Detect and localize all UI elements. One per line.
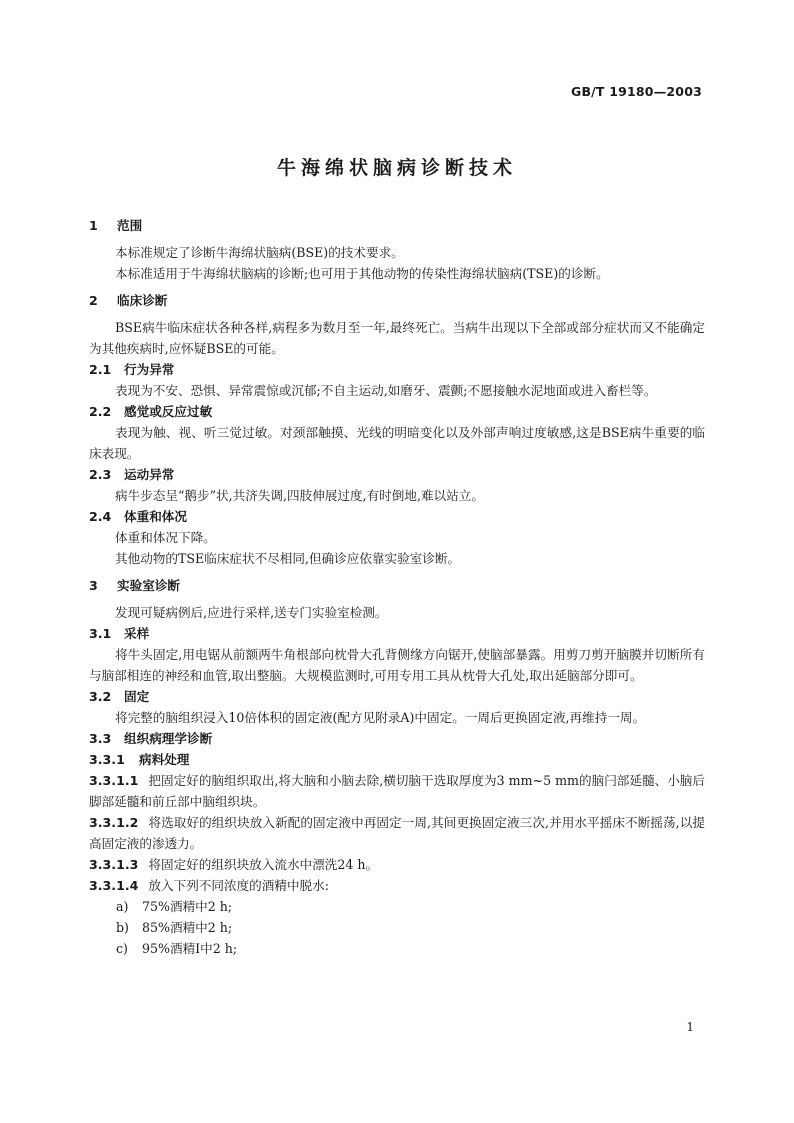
paragraph: 体重和体况下降。 — [115, 530, 216, 545]
document-title: 牛海绵状脑病诊断技术 — [276, 157, 517, 179]
paragraph: BSE病牛临床症状各种各样,病程多为数月至一年,最终死亡。当病牛出现以下全部或部分症状而又不能确定为其他疾病时,应怀疑BSE的可能。 — [89, 320, 705, 356]
section-heading-2: 2 临床诊断 — [89, 293, 168, 308]
paragraph: 表现为触、视、听三觉过敏。对颈部触摸、光线的明暗变化以及外部声响过度敏感,这是BSE病牛重要的临床表现。 — [89, 425, 705, 461]
paragraph: 本标准适用于牛海绵状脑病的诊断;也可用于其他动物的传染性海绵状脑病(TSE)的诊断。 — [115, 266, 609, 281]
subsection-heading-2-2: 2.2 感觉或反应过敏 — [89, 404, 213, 419]
document-body — [89, 215, 705, 959]
subsection-heading-3-3-1: 3.3.1 病料处理 — [89, 752, 190, 767]
paragraph: 病牛步态呈“鹅步”状,共济失调,四肢伸展过度,有时倒地,难以站立。 — [115, 488, 484, 503]
section-heading-1: 1 范围 — [89, 218, 143, 233]
paragraph: 表现为不安、恐惧、异常震惊或沉郁;不自主运动,如磨牙、震颤;不愿接触水泥地面或进入畜栏等。 — [115, 383, 657, 398]
subsection-heading-3-3: 3.3 组织病理学诊断 — [89, 731, 213, 746]
list-item: b) 85%酒精中2 h; — [116, 920, 233, 935]
paragraph: 本标准规定了诊断牛海绵状脑病(BSE)的技术要求。 — [115, 245, 404, 260]
section-heading-3: 3 实验室诊断 — [89, 578, 180, 593]
paragraph: 将牛头固定,用电锯从前额两牛角根部向枕骨大孔背侧缘方向锯开,使脑部暴露。用剪刀剪开脑膜并切断所有与脑部相连的神经和血管,取出整脑。大规模监测时,可用专用工具从枕骨大孔处,取出延脑部分即可。 — [89, 647, 705, 683]
clause-3-3-1-4: 3.3.1.4 放入下列不同浓度的酒精中脱水: — [89, 878, 329, 893]
standard-code: GB/T 19180—2003 — [570, 84, 702, 99]
subsection-heading-2-3: 2.3 运动异常 — [89, 467, 175, 482]
subsection-heading-3-1: 3.1 采样 — [89, 626, 150, 641]
subsection-heading-2-4: 2.4 体重和体况 — [89, 509, 187, 524]
paragraph: 发现可疑病例后,应进行采样,送专门实验室检测。 — [115, 605, 388, 620]
clause-3-3-1-2: 3.3.1.2 将选取好的组织块放入新配的固定液中再固定一周,其间更换固定液三次,并用水平摇床不断摇荡,以提高固定液的渗透力。 — [89, 815, 705, 851]
list-item: c) 95%酒精Ⅰ中2 h; — [116, 941, 238, 956]
clause-3-3-1-3: 3.3.1.3 将固定好的组织块放入流水中漂洗24 h。 — [89, 857, 379, 872]
subsection-heading-2-1: 2.1 行为异常 — [89, 362, 175, 377]
subsection-heading-3-2: 3.2 固定 — [89, 689, 150, 704]
clause-3-3-1-1: 3.3.1.1 把固定好的脑组织取出,将大脑和小脑去除,横切脑干选取厚度为3 mm~5 mm的脑闩部延髓、小脑后脚部延髓和前丘部中脑组织块。 — [89, 773, 705, 809]
paragraph: 将完整的脑组织浸入10倍体积的固定液(配方见附录A)中固定。一周后更换固定液,再维持一周。 — [115, 710, 646, 725]
paragraph: 其他动物的TSE临床症状不尽相同,但确诊应依靠实验室诊断。 — [115, 551, 461, 566]
list-item: a) 75%酒精中2 h; — [116, 899, 233, 914]
page-number: 1 — [686, 1020, 694, 1034]
